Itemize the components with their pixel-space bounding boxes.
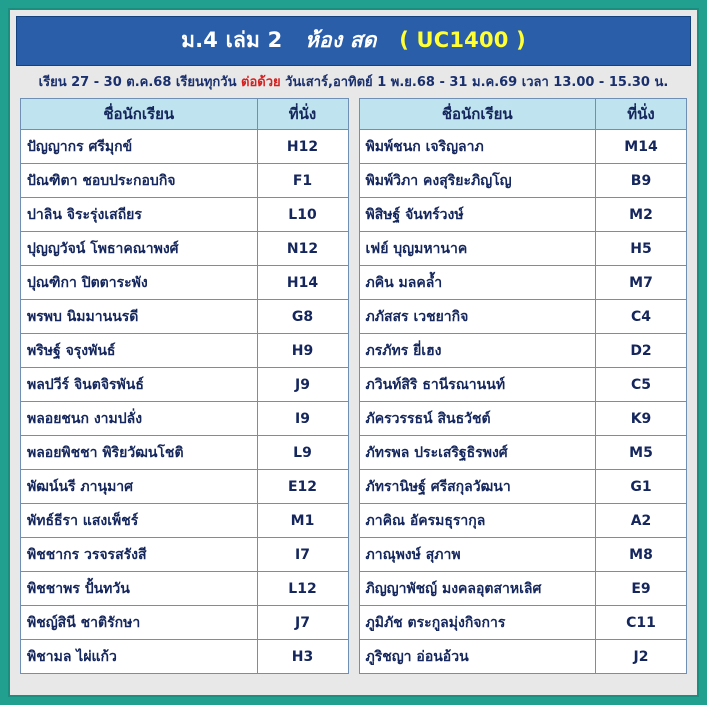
student-name: ภาคิณ อัครมธุรากุล: [359, 504, 596, 538]
table-row: [359, 470, 687, 504]
student-seat: C5: [596, 368, 687, 402]
student-name: พิชชาพร ปั้นทวัน: [21, 572, 258, 606]
student-table-left: [20, 98, 349, 674]
table-row: [359, 606, 687, 640]
table-row: [359, 266, 687, 300]
table-row: [21, 572, 349, 606]
student-seat: I9: [257, 402, 348, 436]
tables-container: [16, 98, 691, 689]
table-row: [359, 572, 687, 606]
table-row: [21, 164, 349, 198]
table-row: [21, 606, 349, 640]
title-part3: ( UC1400 ): [399, 28, 526, 52]
table-row: [21, 266, 349, 300]
schedule-note-post: วันเสาร์,อาทิตย์ 1 พ.ย.68 - 31 ม.ค.69 เวลา 13.00 - 15.30 น.: [285, 75, 669, 90]
table-row: [21, 232, 349, 266]
student-seat: E12: [257, 470, 348, 504]
table-row: [21, 402, 349, 436]
title-part2: ห้อง สด: [304, 28, 377, 52]
page-title: [16, 16, 691, 66]
student-seat: L12: [257, 572, 348, 606]
student-name: ภูริชญา อ่อนอ้วน: [359, 640, 596, 674]
student-seat: F1: [257, 164, 348, 198]
student-name: ภูมิภัช ตระกูลมุ่งกิจการ: [359, 606, 596, 640]
left-table-wrapper: [20, 98, 349, 687]
student-name: พัทธ์ธีรา แสงเพ็ชร์: [21, 504, 258, 538]
student-seat: G1: [596, 470, 687, 504]
student-name: ภัครวรรธน์ สินธวัชต์: [359, 402, 596, 436]
student-seat: M5: [596, 436, 687, 470]
table-row: [359, 368, 687, 402]
student-name: ภคิน มลคล้ำ: [359, 266, 596, 300]
student-seat: J9: [257, 368, 348, 402]
student-seat: H12: [257, 130, 348, 164]
student-seat: M8: [596, 538, 687, 572]
table-row: [21, 368, 349, 402]
table-header-row: [21, 99, 349, 130]
student-seat: C11: [596, 606, 687, 640]
student-name: ภัทรพล ประเสริฐธิรพงศ์: [359, 436, 596, 470]
student-seat: H14: [257, 266, 348, 300]
student-seat: J7: [257, 606, 348, 640]
schedule-note-pre: เรียน 27 - 30 ต.ค.68 เรียนทุกวัน: [38, 75, 237, 90]
student-name: พิมพ์วิภา คงสุริยะภิญโญ: [359, 164, 596, 198]
student-name: พิชามล ไผ่แก้ว: [21, 640, 258, 674]
student-seat: M7: [596, 266, 687, 300]
right-table-body: [359, 130, 687, 674]
table-row: [21, 538, 349, 572]
student-seat: B9: [596, 164, 687, 198]
student-table-right: [359, 98, 688, 674]
student-name: พลอยพิชชา พิริยวัฒนโชติ: [21, 436, 258, 470]
student-name: ภิญญาพัชญ์ มงคลอุตสาหเลิศ: [359, 572, 596, 606]
column-header-seat: ที่นั่ง: [596, 99, 687, 130]
document-body: [8, 8, 699, 697]
left-table-body: [21, 130, 349, 674]
right-table-wrapper: [359, 98, 688, 687]
student-name: ภรภัทร ยี่เฮง: [359, 334, 596, 368]
table-row: [21, 198, 349, 232]
student-seat: M14: [596, 130, 687, 164]
table-row: [359, 402, 687, 436]
schedule-note-highlight: ต่อด้วย: [241, 75, 281, 90]
student-name: ภัทรานิษฐ์ ศรีสกุลวัฒนา: [359, 470, 596, 504]
student-seat: L9: [257, 436, 348, 470]
student-name: ปัณฑิตา ชอบประกอบกิจ: [21, 164, 258, 198]
table-row: [359, 334, 687, 368]
student-name: พริษฐ์ จรุงพันธ์: [21, 334, 258, 368]
student-seat: H3: [257, 640, 348, 674]
student-name: ปาลิน จิระรุ่งเสถียร: [21, 198, 258, 232]
table-row: [359, 436, 687, 470]
column-header-name: ชื่อนักเรียน: [359, 99, 596, 130]
student-name: พิชญ์สินี ชาติรักษา: [21, 606, 258, 640]
student-seat: M1: [257, 504, 348, 538]
student-name: ภภัสสร เวชยากิจ: [359, 300, 596, 334]
student-seat: I7: [257, 538, 348, 572]
table-row: [359, 198, 687, 232]
student-seat: M2: [596, 198, 687, 232]
student-name: เฟย์ บุญมหานาค: [359, 232, 596, 266]
table-row: [21, 334, 349, 368]
student-seat: H5: [596, 232, 687, 266]
student-seat: C4: [596, 300, 687, 334]
student-name: พรพบ นิมมานนรดี: [21, 300, 258, 334]
student-name: ปุญญวัจน์ โพธาคณาพงศ์: [21, 232, 258, 266]
student-seat: E9: [596, 572, 687, 606]
student-name: ภาณุพงษ์ สุภาพ: [359, 538, 596, 572]
table-row: [359, 130, 687, 164]
column-header-seat: ที่นั่ง: [257, 99, 348, 130]
student-name: ภวินท์สิริ ธานีรณานนท์: [359, 368, 596, 402]
student-seat: A2: [596, 504, 687, 538]
table-row: [21, 130, 349, 164]
student-name: พิชชากร วรจรสรังสี: [21, 538, 258, 572]
table-header-row: [359, 99, 687, 130]
table-row: [21, 436, 349, 470]
column-header-name: ชื่อนักเรียน: [21, 99, 258, 130]
table-row: [21, 300, 349, 334]
student-name: ปุณฑิกา ปิตตาระพัง: [21, 266, 258, 300]
student-name: พิมพ์ชนก เจริญลาภ: [359, 130, 596, 164]
student-seat: H9: [257, 334, 348, 368]
student-name: พัฒน์นรี ภานุมาศ: [21, 470, 258, 504]
student-seat: N12: [257, 232, 348, 266]
student-seat: G8: [257, 300, 348, 334]
student-seat: L10: [257, 198, 348, 232]
table-row: [21, 504, 349, 538]
student-name: พลอยชนก งามปลั่ง: [21, 402, 258, 436]
table-row: [359, 300, 687, 334]
table-row: [359, 232, 687, 266]
schedule-note: [16, 66, 691, 98]
student-name: พลปวีร์ จินตจิรพันธ์: [21, 368, 258, 402]
student-seat: K9: [596, 402, 687, 436]
student-seat: J2: [596, 640, 687, 674]
table-row: [359, 504, 687, 538]
student-name: ปัญญากร ศรีมุกข์: [21, 130, 258, 164]
student-name: พิสิษฐ์ จันทร์วงษ์: [359, 198, 596, 232]
table-row: [21, 470, 349, 504]
table-row: [359, 164, 687, 198]
table-row: [359, 538, 687, 572]
title-part1: ม.4 เล่ม 2: [181, 28, 283, 52]
table-row: [359, 640, 687, 674]
table-row: [21, 640, 349, 674]
student-seat: D2: [596, 334, 687, 368]
